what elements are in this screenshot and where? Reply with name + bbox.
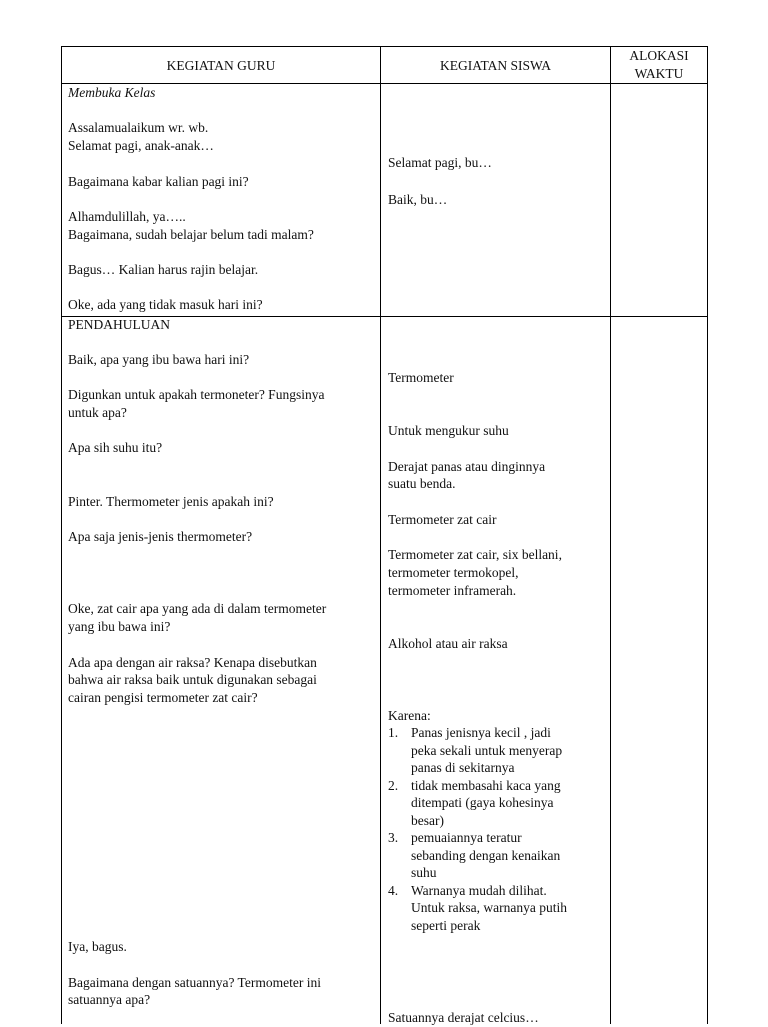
list-item-line: ditempati (gaya kohesinya [411,795,554,810]
list-number: 1. [388,725,399,740]
guru-line: bahwa air raksa baik untuk digunakan sebagai [68,672,317,687]
siswa-line: Satuannya derajat celcius… [388,1010,539,1025]
siswa-line: Termometer zat cair, six bellani, [388,547,562,562]
table-border-right [707,46,708,1024]
list-item-line: suhu [411,865,437,880]
list-number: 2. [388,777,399,793]
guru-line: Bagaimana, sudah belajar belum tadi malam? [68,227,314,242]
list-number: 4. [388,882,399,898]
guru-line: Apa sih suhu itu? [68,440,163,455]
guru-line: Ada apa dengan air raksa? Kenapa disebutkan [68,655,317,670]
list-item-line: Panas jenisnya kecil , jadi [411,725,551,740]
siswa-line: Karena: [388,708,431,723]
guru-line: Assalamualaikum wr. wb. [68,120,209,135]
siswa-line: Untuk mengukur suhu [388,423,509,438]
section-title-pendahuluan: PENDAHULUAN [68,317,170,332]
table-border-left [61,46,62,1024]
reasons-list [388,724,567,934]
guru-line: cairan pengisi termometer zat cair? [68,690,258,705]
guru-line: Alhamdulillah, ya….. [68,209,186,224]
list-item-line: besar) [411,812,444,828]
list-item-line: Untuk raksa, warnanya putih [411,900,567,915]
guru-line: Oke, ada yang tidak masuk hari ini? [68,297,263,312]
guru-line: Digunkan untuk apakah termoneter? Fungsinya [68,387,325,402]
guru-line: Baik, apa yang ibu bawa hari ini? [68,352,250,367]
list-item-line: peka sekali untuk menyerap [411,742,563,758]
guru-line: Bagaimana kabar kalian pagi ini? [68,174,249,189]
header-kegiatan-guru: KEGIATAN GURU [166,58,276,73]
list-item [388,777,567,830]
header-waktu: WAKTU [634,66,684,81]
list-item-line: Warnanya mudah dilihat. [411,882,547,898]
section-title-membuka-kelas: Membuka Kelas [68,85,156,100]
guru-line: Selamat pagi, anak-anak… [68,138,214,153]
guru-line: Apa saja jenis-jenis thermometer? [68,529,253,544]
header-alokasi: ALOKASI [629,48,689,63]
column-divider-2 [610,46,611,1024]
guru-line: Iya, bagus. [68,939,127,954]
guru-line: untuk apa? [68,405,127,420]
list-item-line: seperti perak [411,917,481,933]
siswa-line: Baik, bu… [388,192,448,207]
guru-line: satuannya apa? [68,992,151,1007]
siswa-line: termometer inframerah. [388,583,517,598]
list-item [388,882,567,935]
siswa-line: Termometer [388,370,454,385]
list-number: 3. [388,830,399,845]
siswa-line: Selamat pagi, bu… [388,155,492,170]
column-divider-1 [380,46,381,1024]
list-item-line: sebanding dengan kenaikan [411,847,561,863]
guru-line: Bagus… Kalian harus rajin belajar. [68,262,259,277]
header-kegiatan-siswa: KEGIATAN SISWA [439,58,552,73]
guru-line: Bagaimana dengan satuannya? Termometer ini [68,975,321,990]
list-item-line: tidak membasahi kaca yang [411,777,561,793]
list-item-line: panas di sekitarnya [411,760,515,775]
list-item [388,724,567,777]
list-item-line: pemuaiannya teratur [411,830,522,845]
list-item [388,829,567,882]
siswa-line: Derajat panas atau dinginnya [388,459,546,474]
guru-line: Oke, zat cair apa yang ada di dalam termometer [68,601,327,616]
siswa-line: suatu benda. [388,476,456,491]
guru-line: Pinter. Thermometer jenis apakah ini? [68,494,274,509]
guru-line: yang ibu bawa ini? [68,619,171,634]
siswa-line: termometer termokopel, [388,565,519,580]
siswa-line: Termometer zat cair [388,512,497,527]
siswa-line: Alkohol atau air raksa [388,636,508,651]
